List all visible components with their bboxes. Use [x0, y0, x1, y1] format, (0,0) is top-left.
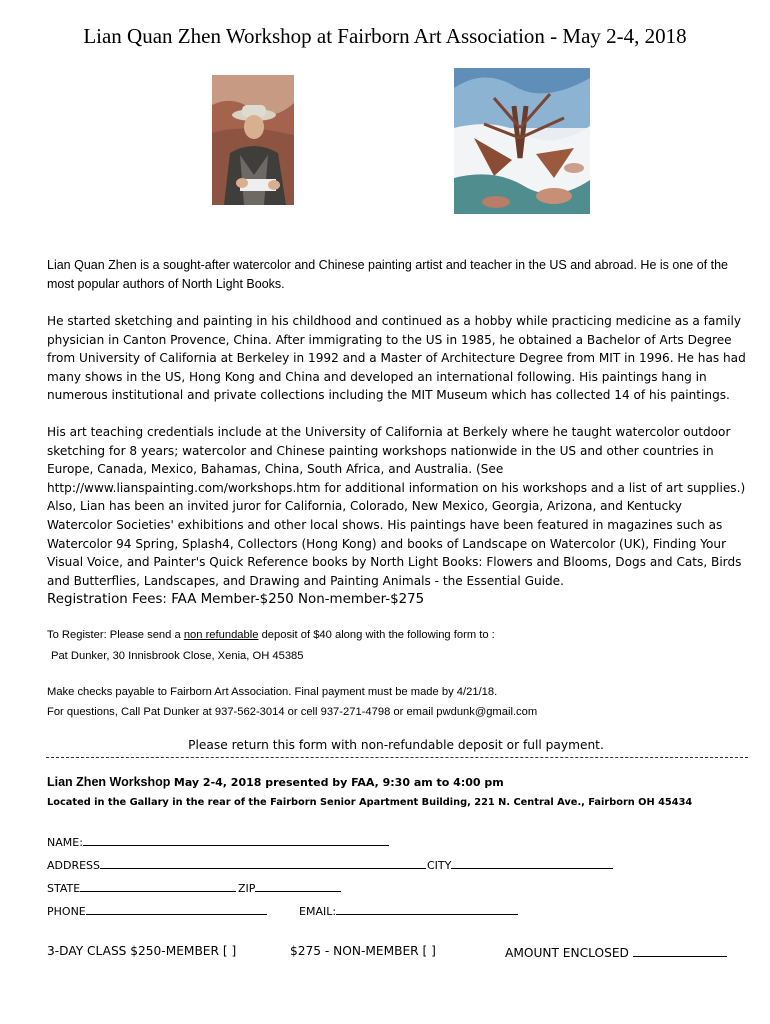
- page-title: Lian Quan Zhen Workshop at Fairborn Art Association - May 2-4, 2018: [83, 24, 687, 48]
- watercolor-painting-image: [454, 68, 590, 214]
- non-refundable-text: non refundable: [183, 629, 259, 641]
- address-input-line[interactable]: [100, 857, 426, 869]
- state-input-line[interactable]: [80, 880, 236, 892]
- register-instructions: [47, 629, 495, 641]
- intro-paragraph: Lian Quan Zhen is a sought-after watercolor and Chinese painting artist and teacher in the US and abroad. He is one of the most popular authors of North Light Books.: [47, 258, 728, 291]
- name-field[interactable]: [47, 834, 389, 849]
- artist-portrait-photo: [212, 75, 294, 205]
- name-label: NAME:: [47, 836, 83, 849]
- workshop-heading: [47, 775, 504, 789]
- phone-label: PHONE: [47, 905, 86, 918]
- mailing-address: Pat Dunker, 30 Innisbrook Close, Xenia, OH 45385: [51, 650, 304, 662]
- registration-fees: Registration Fees: FAA Member-$250 Non-member-$275: [47, 592, 425, 607]
- phone-input-line[interactable]: [86, 903, 267, 915]
- biography-paragraph: He started sketching and painting in his childhood and continued as a hobby while practicing medicine as a family physician in Canton Provence, China. After immigrating to the US in 1985, he obtained a Bachelor of Arts Degree from University of California at Berkeley in 1992 and a Master of Architecture Degree from MIT in 1996. He has had many shows in the US, Hong Kong and China and developed an international following. His paintings hang in numerous institutional and private collections including the MIT Museum which has collected 14 of his paintings.: [47, 314, 746, 403]
- address-field[interactable]: [47, 857, 426, 872]
- cut-line-divider: [46, 757, 748, 758]
- address-label: ADDRESS: [47, 859, 101, 872]
- amount-input-line[interactable]: [633, 944, 727, 957]
- questions-contact: For questions, Call Pat Dunker at 937-562-3014 or cell 937-271-4798 or email pwdunk@gmail.com: [47, 706, 538, 718]
- zip-label: ZIP: [238, 882, 256, 895]
- name-input-line[interactable]: [83, 834, 389, 846]
- portrait-image: [212, 75, 294, 205]
- phone-field[interactable]: [47, 903, 267, 918]
- workshop-location: Located in the Gallary in the rear of the Fairborn Senior Apartment Building, 221 N. Central Ave., Fairborn OH 45434: [47, 797, 693, 808]
- email-input-line[interactable]: [336, 903, 518, 915]
- email-label: EMAIL:: [299, 905, 337, 918]
- amount-enclosed-label: AMOUNT ENCLOSED: [505, 946, 629, 960]
- return-form-note: Please return this form with non-refundable deposit or full payment.: [188, 738, 604, 752]
- check-payable-note: Make checks payable to Fairborn Art Association. Final payment must be made by 4/21/18.: [47, 686, 498, 698]
- email-field[interactable]: [299, 903, 518, 918]
- zip-field[interactable]: [238, 880, 341, 895]
- city-input-line[interactable]: [451, 857, 613, 869]
- register-suffix: deposit of $40 along with the following form to :: [258, 629, 495, 641]
- register-prefix: To Register: Please send a: [47, 629, 184, 641]
- workshop-details: May 2-4, 2018 presented by FAA, 9:30 am to 4:00 pm: [173, 776, 504, 789]
- city-label: CITY: [427, 859, 452, 872]
- painting-image: [454, 68, 590, 214]
- state-field[interactable]: [47, 880, 236, 895]
- zip-input-line[interactable]: [255, 880, 341, 892]
- member-class-checkbox[interactable]: 3-DAY CLASS $250-MEMBER [ ]: [47, 944, 237, 958]
- workshop-name: Lian Zhen Workshop: [47, 775, 171, 789]
- nonmember-class-checkbox[interactable]: $275 - NON-MEMBER [ ]: [290, 944, 436, 958]
- state-label: STATE: [47, 882, 81, 895]
- city-field[interactable]: [427, 857, 613, 872]
- teaching-paragraph: His art teaching credentials include at the University of California at Berkely where he taught watercolor outdoor sketching for 8 years; watercolor and Chinese painting workshops nationwide in the US and other countries in Europe, Canada, Mexico, Bahamas, China, South Africa, and Australia. (See http://www.lianspainting.com/workshops.htm for additional information on his workshops and a list of art supplies.) Also, Lian has been an invited juror for California, Colorado, New Mexico, Georgia, Arizona, and Kentucky Watercolor Societies' exhibitions and other local shows. His paintings have been featured in magazines such as Watercolor 94 Spring, Splash4, Collectors (Hong Kong) and books of Landscape on Watercolor (UK), Finding Your Visual Voice, and Painter's Quick Reference books by North Light Books: Flowers and Blooms, Dogs and Cats, Birds and Butterflies, Landscapes, and Drawing and Painting Animals - the Essential Guide.: [47, 425, 746, 588]
- amount-enclosed-field[interactable]: [505, 944, 727, 960]
